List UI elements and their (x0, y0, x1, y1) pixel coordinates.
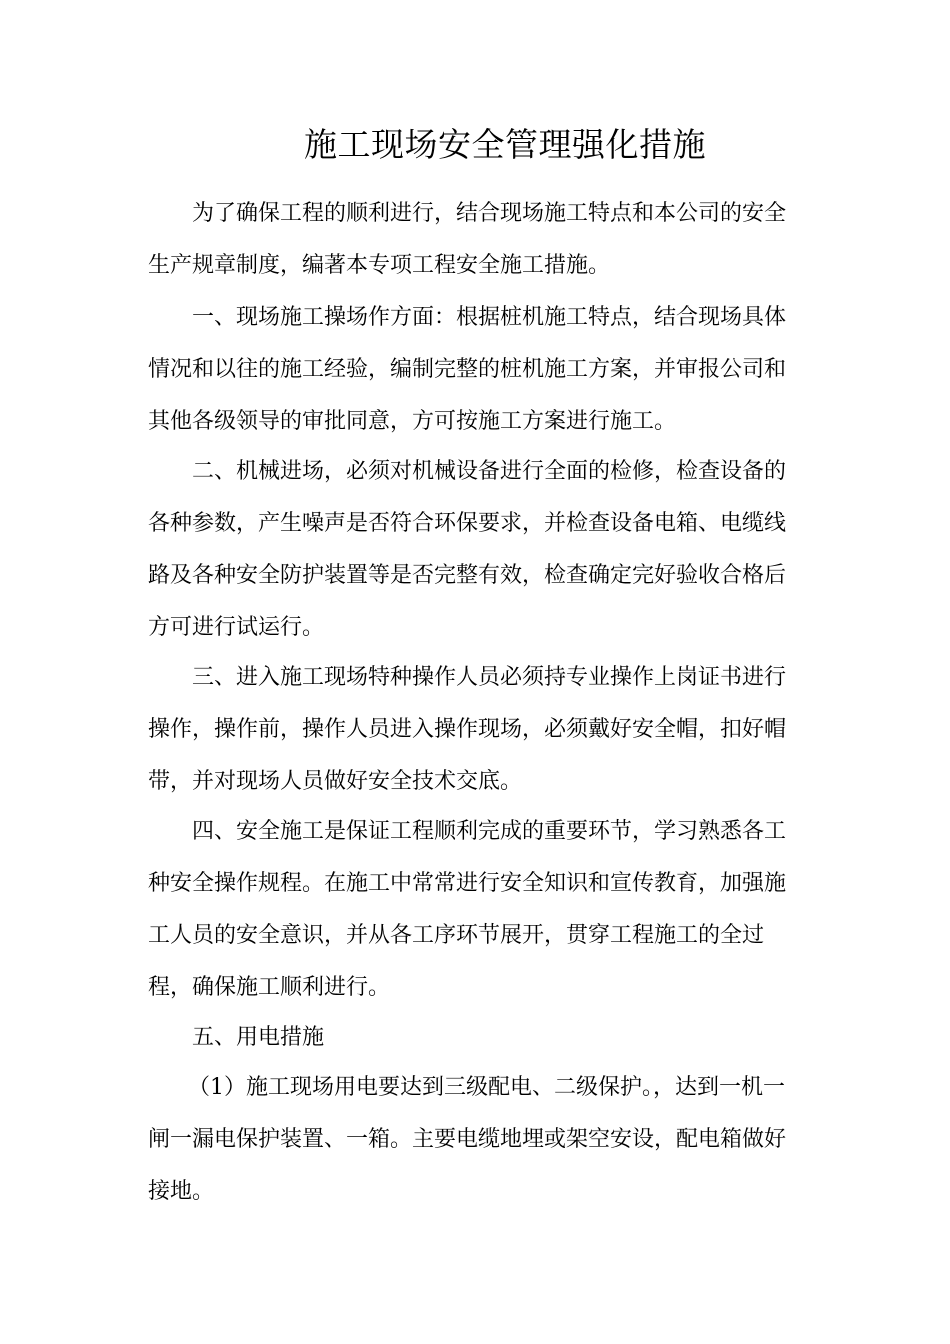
paragraph-intro (148, 188, 808, 292)
paragraph-line: 其他各级领导的审批同意，方可按施工方案进行施工。 (148, 409, 677, 434)
paragraph-line: 情况和以往的施工经验，编制完整的桩机施工方案，并审报公司和 (148, 357, 787, 382)
paragraph-line: 三、进入施工现场特种操作人员必须持专业操作上岗证书进行 (192, 665, 787, 690)
paragraph-line: 各种参数，产生噪声是否符合环保要求，并检查设备电箱、电缆线 (148, 511, 787, 536)
paragraph-line: 方可进行试运行。 (148, 615, 325, 640)
paragraph-line: 工人员的安全意识，并从各工序环节展开，贯穿工程施工的全过 (148, 923, 765, 948)
paragraph-line: 带，并对现场人员做好安全技术交底。 (148, 769, 523, 794)
paragraph-section-5-1 (148, 1062, 808, 1218)
paragraph-line: 二、机械进场，必须对机械设备进行全面的检修，检查设备的 (192, 459, 787, 484)
paragraph-line: 五、用电措施 (192, 1025, 325, 1050)
paragraph-line: 为了确保工程的顺利进行，结合现场施工特点和本公司的安全 (192, 201, 787, 226)
paragraph-line: 路及各种安全防护装置等是否完整有效，检查确定完好验收合格后 (148, 563, 787, 588)
paragraph-section-5 (148, 1012, 808, 1064)
paragraph-section-4 (148, 806, 808, 1014)
document-title: 施工现场安全管理强化措施 (304, 125, 706, 164)
paragraph-line: 种安全操作规程。在施工中常常进行安全知识和宣传教育，加强施 (148, 871, 787, 896)
paragraph-section-3 (148, 652, 808, 808)
paragraph-line: 接地。 (148, 1179, 215, 1204)
paragraph-line: 一、现场施工操场作方面：根据桩机施工特点，结合现场具体 (192, 305, 787, 330)
paragraph-line: 程，确保施工顺利进行。 (148, 975, 391, 1000)
paragraph-line: 操作，操作前，操作人员进入操作现场，必须戴好安全帽，扣好帽 (148, 717, 787, 742)
paragraph-line: （1）施工现场用电要达到三级配电、二级保护。，达到一机一 (188, 1075, 785, 1100)
paragraph-section-1 (148, 292, 808, 448)
paragraph-section-2 (148, 446, 808, 654)
paragraph-line: 闸一漏电保护装置、一箱。主要电缆地埋或架空安设，配电箱做好 (148, 1127, 787, 1152)
paragraph-line: 生产规章制度，编著本专项工程安全施工措施。 (148, 253, 611, 278)
paragraph-line: 四、安全施工是保证工程顺利完成的重要环节，学习熟悉各工 (192, 819, 787, 844)
